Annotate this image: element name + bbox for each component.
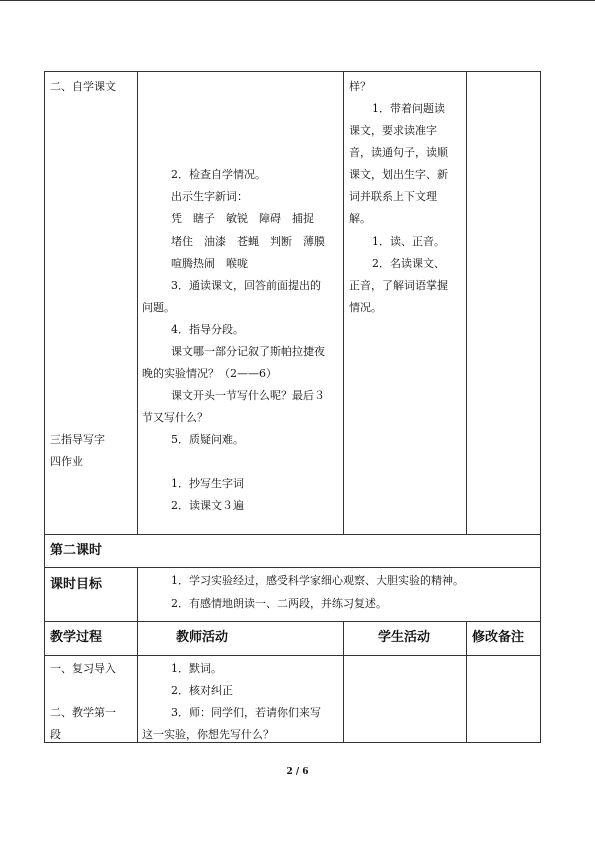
teacher-line: 3．师：同学们，若请你们来写	[171, 706, 321, 719]
col-divider-3-upper	[466, 71, 467, 534]
teacher-line: 2．检查自学情况。	[171, 168, 266, 181]
step-writing: 三指导写字	[50, 433, 105, 446]
table-border-top	[44, 71, 541, 72]
teacher-line: 1．默词。	[171, 662, 222, 675]
header-teacher-activity: 教师活动	[176, 630, 229, 645]
lesson-goal-item: 1．学习实验经过，感受科学家细心观察、大胆实验的精神。	[171, 574, 464, 587]
step-self-study: 二、自学课文	[50, 80, 116, 93]
teacher-line: 3．通读课文，回答前面提出的	[171, 279, 321, 292]
student-line: 1．带着问题读	[372, 102, 445, 115]
row-divider-1	[44, 534, 541, 535]
header-revision-notes: 修改备注	[472, 630, 525, 645]
header-teaching-process: 教学过程	[50, 630, 103, 645]
teacher-line: 5．质疑问难。	[171, 433, 244, 446]
teacher-line: 节又写什么？	[142, 411, 208, 424]
teacher-line: 问题。	[142, 301, 175, 314]
teacher-line: 课文哪一部分记叙了斯帕拉捷夜	[171, 345, 325, 358]
student-line: 情况。	[349, 301, 382, 314]
header-student-activity: 学生活动	[378, 630, 431, 645]
lesson-goal-item: 2．有感情地朗读一、二两段，并练习复述。	[171, 597, 387, 610]
col-divider-1-upper	[137, 71, 138, 534]
teacher-line: 2．读课文３遍	[171, 499, 244, 512]
student-line: 课文，要求读准字	[349, 124, 437, 137]
second-lesson-title: 第二课时	[50, 543, 103, 558]
col-divider-3-lower	[466, 621, 467, 742]
step-homework: 四作业	[50, 455, 83, 468]
student-line: 1．读、正音。	[372, 235, 445, 248]
col-divider-goal	[137, 567, 138, 621]
teacher-line: 课文开头一节写什么呢？最后３	[171, 389, 325, 402]
student-line: 正音，了解词语掌握	[349, 279, 448, 292]
col-divider-2-lower	[343, 621, 344, 742]
teacher-line: 堵住 油漆 苍蝇 判断 薄膜	[171, 235, 325, 248]
col-divider-1-lower	[137, 621, 138, 742]
table-border-left	[44, 71, 45, 742]
teacher-line: 喧腾热闹 喉咙	[171, 257, 248, 270]
teacher-line: 1．抄写生字词	[171, 477, 244, 490]
student-line: 样？	[349, 80, 371, 93]
student-line: 课文，划出生字、新	[349, 168, 448, 181]
page-top-rule	[0, 0, 595, 1]
student-line: 2．名读课文、	[372, 257, 445, 270]
row-divider-3	[44, 621, 541, 622]
process-step: 二、教学第一	[50, 706, 116, 719]
page-number: 2 / 6	[286, 767, 309, 777]
table-border-right	[540, 71, 541, 742]
col-divider-2-upper	[343, 71, 344, 534]
lesson-goal-label: 课时目标	[50, 577, 103, 592]
process-step: 一、复习导入	[50, 662, 116, 675]
row-divider-2	[44, 567, 541, 568]
teacher-line: 这一实验，你想先写什么？	[142, 728, 274, 741]
table-border-bottom	[44, 742, 541, 743]
row-divider-4	[44, 655, 541, 656]
student-line: 解。	[349, 212, 371, 225]
student-line: 词并联系上下文理	[349, 190, 437, 203]
process-step: 段	[50, 728, 61, 741]
student-line: 音，读通句子，读顺	[349, 146, 448, 159]
teacher-line: 出示生字新词：	[171, 190, 248, 203]
teacher-line: 凭 瞎子 敏锐 障碍 捕捉	[171, 212, 314, 225]
teacher-line: 4．指导分段。	[171, 323, 244, 336]
teacher-line: 2．核对纠正	[171, 684, 233, 697]
teacher-line: 晚的实验情况？（2——6）	[142, 367, 277, 380]
